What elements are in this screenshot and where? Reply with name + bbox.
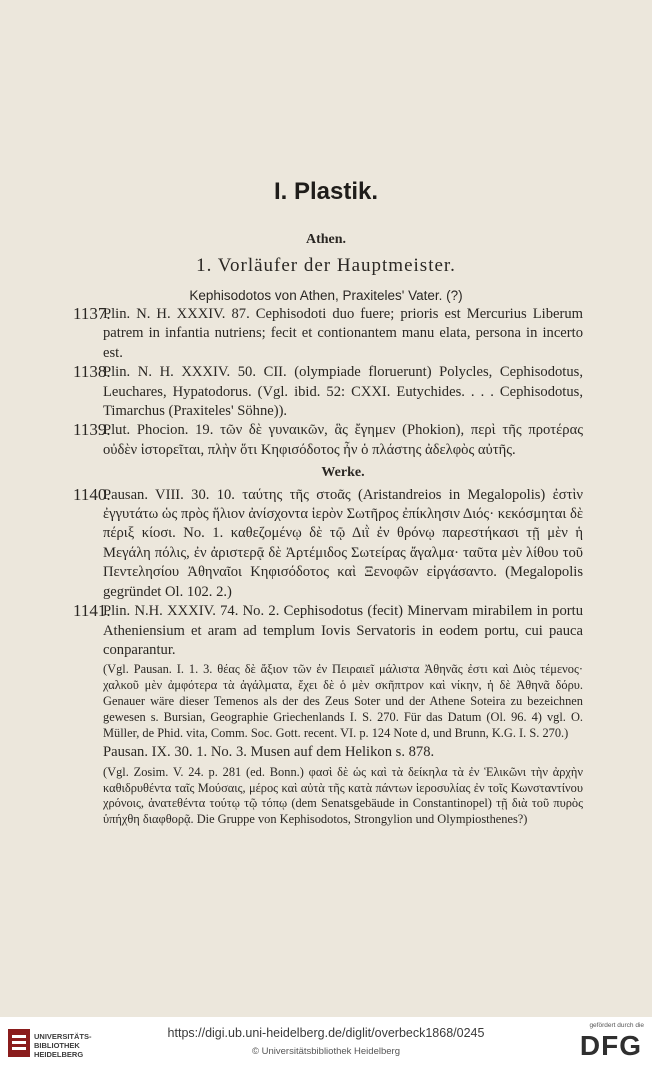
footnote-zosimus: (Vgl. Zosim. V. 24. p. 281 (ed. Bonn.) φασὶ δὲ ὡς καὶ τὰ δείκηλα τὰ ἐν Ἑλικῶνι τὴν ἀρχὴν καθιδρυθέντα ταῖς Μούσαις, μέρος καὶ αὐτὰ τῆς κατὰ πάντων ἱεροσυλίας ἐν τοῖς Κωνσταντίνου χρόνοις, ἀνατεθέντα τούτῳ τῷ τόπῳ (dem Senatsgebäude in Constantinopel) τῇ διὰ τοῦ πυρὸς ὑπήχθη διαφθορᾷ. Die Gruppe von Kephisodotos, Strongylion und Olympiosthenes?): [103, 764, 583, 827]
entry-text: Plut. Phocion. 19. τῶν δὲ γυναικῶν, ἃς ἔγημεν (Phokion), περὶ τῆς προτέρας οὐδὲν ἱστορεῖται, πλὴν ὅτι Κηφισόδοτος ἦν ὁ πλάστης ἀδελφὸς αὐτῆς.: [103, 422, 583, 458]
entry-text: Plin. N. H. XXXIV. 87. Cephisodoti duo fuere; prioris est Mercurius Liberum patrem in infantia nutriens; fecit et contionantem manu elata, persona in incerto est.: [103, 306, 583, 361]
entry-number: 1141.: [73, 601, 111, 621]
body-text: [73, 304, 583, 828]
entry-text: Plin. N. H. XXXIV. 50. CII. (olympiade floruerunt) Polycles, Cephisodotus, Leuchares, Hypatodorus. (Vgl. ibid. 52: CXXI. Eutychides. . . . Cephisodotus, Timarchus (Praxiteles' Söhne)).: [103, 364, 583, 420]
funder-label: gefördert durch die: [589, 1022, 644, 1029]
dfg-logo: DFG: [579, 1030, 642, 1061]
library-name: UNIVERSITÄTS- BIBLIOTHEK HEIDELBERG: [34, 1032, 92, 1059]
section-title: 1. Vorläufer der Hauptmeister.: [196, 255, 456, 276]
entry-1141: [73, 601, 583, 660]
permalink-url[interactable]: https://digi.ub.uni-heidelberg.de/diglit/overbeck1868/0245: [167, 1026, 485, 1040]
entry-1137: [73, 304, 583, 363]
entry-number: 1140.: [73, 484, 111, 504]
entry-number: 1139.: [73, 420, 111, 440]
entry-1139: [73, 420, 583, 460]
werke-heading: Werke.: [321, 465, 365, 481]
subheading: Kephisodotos von Athen, Praxiteles' Vater. (?): [189, 288, 463, 303]
entry-number: 1137.: [73, 304, 111, 323]
copyright-notice: © Universitätsbibliothek Heidelberg: [252, 1046, 400, 1057]
sub-entry-helikon: Pausan. IX. 30. 1. No. 3. Musen auf dem Helikon s. 878.: [103, 744, 435, 761]
entry-1140: [73, 484, 583, 602]
entry-text: Pausan. VIII. 30. 10. ταύτης τῆς στοᾶς (Aristandreios in Megalopolis) ἐστὶν ἐγγυτάτω ὡς πρὸς ἥλιον ἀνίσχοντα ἱερὸν Σωτῆρος ἐπίκλησιν Διός· κεκόσμηται δὲ πέριξ κίοσι. No. 1. καθεζομένῳ δὲ τῷ Διῒ ἐν θρόνῳ παρεστήκασι τῇ μὲν ἡ Μεγάλη πόλις, ἐν ἀριστερᾷ δὲ Ἀρτέμιδος Σωτείρας ἄγαλμα· ταῦτα μὲν λίθου τοῦ Πεντελησίου Ἀθηναῖοι Κηφισόδοτος καὶ Ξενοφῶν εἰργάσαντο. (Megalopolis gegründet Ol. 102. 2.): [103, 486, 583, 600]
entry-1138: [73, 362, 583, 421]
footnote-pausanias: (Vgl. Pausan. I. 1. 3. θέας δὲ ἄξιον τῶν ἐν Πειραιεῖ μάλιστα Ἀθηνᾶς ἐστι καὶ Διὸς τέμενος· χαλκοῦ μὲν ἀμφότερα τὰ ἀγάλματα, ἔχει δὲ ὁ μὲν σκῆπτρον καὶ νίκην, ἡ δὲ Ἀθηνᾶ δόρυ. Genauer wäre dieser Temenos als der des Zeus Soter und der Athene Soteira zu bezeichnen gewesen s. Bursian, Geographie Griechenlands I. S. 270. Für das Datum (Ol. 96. 4) vgl. O. Müller, de Phid. vita, Comm. Soc. Gott. recent. VI. p. 124 Note d, und Brunn, K.G. I. S. 270.): [103, 662, 583, 740]
footer-bar: [0, 1017, 652, 1069]
entry-text: Plin. N.H. XXXIV. 74. No. 2. Cephisodotus (fecit) Minervam mirabilem in portu Atheniensium et aram ad templum Iovis Servatoris in eodem portu, cui pauca conparantur.: [103, 603, 583, 658]
entry-number: 1138.: [73, 362, 111, 382]
city-heading: Athen.: [305, 232, 347, 247]
chapter-title: I. Plastik.: [273, 178, 379, 205]
